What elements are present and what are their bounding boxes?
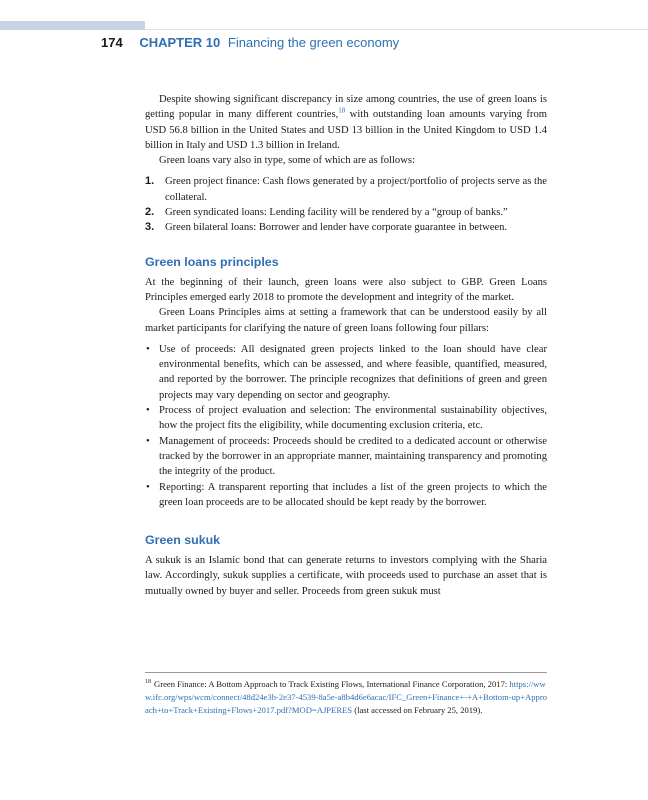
list-number: 3. xyxy=(145,221,155,234)
running-head xyxy=(101,35,399,50)
footnote-reference[interactable]: 18 xyxy=(338,106,346,115)
bullet-icon: • xyxy=(146,405,150,417)
section-heading-principles: Green loans principles xyxy=(145,254,279,269)
header-color-bar xyxy=(0,21,145,30)
footnote-rule xyxy=(145,672,547,673)
bullet-icon: • xyxy=(146,481,150,493)
section-heading-sukuk: Green sukuk xyxy=(145,533,221,548)
pillars-list xyxy=(145,342,547,510)
list-item-text: Process of project evaluation and selection: The environmental sustainability objectives, how the project fits the eligibility, while documenting exclusion criteria, etc. xyxy=(159,405,547,432)
footnote-accessed: (last accessed on February 25, 2019). xyxy=(352,704,483,715)
main-content xyxy=(145,92,547,599)
list-item-text: Green bilateral loans: Borrower and lender have corporate guarantee in between. xyxy=(165,222,508,234)
list-item-text: Green syndicated loans: Lending facility will be rendered by a “group of banks.” xyxy=(165,207,508,219)
intro-text-rest: with outstanding loan amounts varying from USD 56.8 billion in the United States and USD 13 billion in the United Kingdom to USD 1.4 billion in Italy and USD 1.3 billion in Ireland. xyxy=(145,109,547,151)
list-number: 2. xyxy=(145,206,155,219)
list-item-text: Management of proceeds: Proceeds should be credited to a dedicated account or otherwise tracked by the borrower in an appropriate manner, maintaining transparency and promoting the integrity of the product. xyxy=(159,435,547,478)
list-item xyxy=(145,205,547,220)
list-item-text: Green project finance: Cash flows generated by a project/portfolio of projects serve as the collateral. xyxy=(165,176,547,203)
footnote xyxy=(145,678,547,716)
chapter-title: Financing the green economy xyxy=(227,35,400,50)
list-item xyxy=(145,342,547,403)
list-item-text: Reporting: A transparent reporting that includes a list of the green projects to which the green loan proceeds are to be allocated should be kept ready by the borrower. xyxy=(159,481,547,508)
loan-types-list xyxy=(145,174,547,235)
list-item xyxy=(145,403,547,434)
bullet-icon: • xyxy=(146,435,150,447)
list-item xyxy=(145,434,547,480)
sukuk-paragraph-1: A sukuk is an Islamic bond that can generate returns to investors complying with the Sharia law. Accordingly, sukuk supplies a certificate, with proceeds used to purchase an asset that is mutually owned by buyer and seller. Proceeds from green sukuk must xyxy=(145,555,547,597)
principles-paragraph-2: Green Loans Principles aims at setting a framework that can be understood easily by all market participants for clarifying the nature of green loans following four pillars: xyxy=(145,307,547,334)
list-item xyxy=(145,480,547,511)
bullet-icon: • xyxy=(146,343,150,355)
page-number: 174 xyxy=(101,35,123,50)
intro-text: Despite showing significant discrepancy in size among countries, the use of green loans is getting popular in many different countries, xyxy=(145,94,547,121)
chapter-label: CHAPTER 10 xyxy=(139,35,221,50)
list-item xyxy=(145,174,547,205)
list-number: 1. xyxy=(145,175,155,188)
intro-paragraph-2: Green loans vary also in type, some of which are as follows: xyxy=(159,155,415,167)
footnote-text: Green Finance: A Bottom Approach to Track Existing Flows, International Finance Corporation, 2017: xyxy=(154,679,510,689)
intro-paragraph-1 xyxy=(145,92,547,153)
header-rule xyxy=(145,29,648,30)
footnote-link[interactable]: https://www.ifc.org/wps/wcm/connect/48d24e3b-2e37-4539-8a5e-a8b4d6e6acac/IFC_Green+Finance+-+A+Bottom-up+Approach+to+Track+Existing+Flows+2017.pdf?MOD=AJPERES xyxy=(145,679,548,715)
principles-paragraph-1: At the beginning of their launch, green loans were also subject to GBP. Green Loans Principles emerged early 2018 to promote the development and integrity of the market. xyxy=(145,276,547,303)
list-item-text: Use of proceeds: All designated green projects linked to the loan should have clear environmental benefits, which can be assessed, and where feasible, quantified, measured, and reported by the borrower. The principle recognizes that definitions of green and green projects may vary depending on sector and geography. xyxy=(159,343,547,401)
list-item xyxy=(145,220,547,235)
footnote-mark: 18 xyxy=(145,679,151,686)
